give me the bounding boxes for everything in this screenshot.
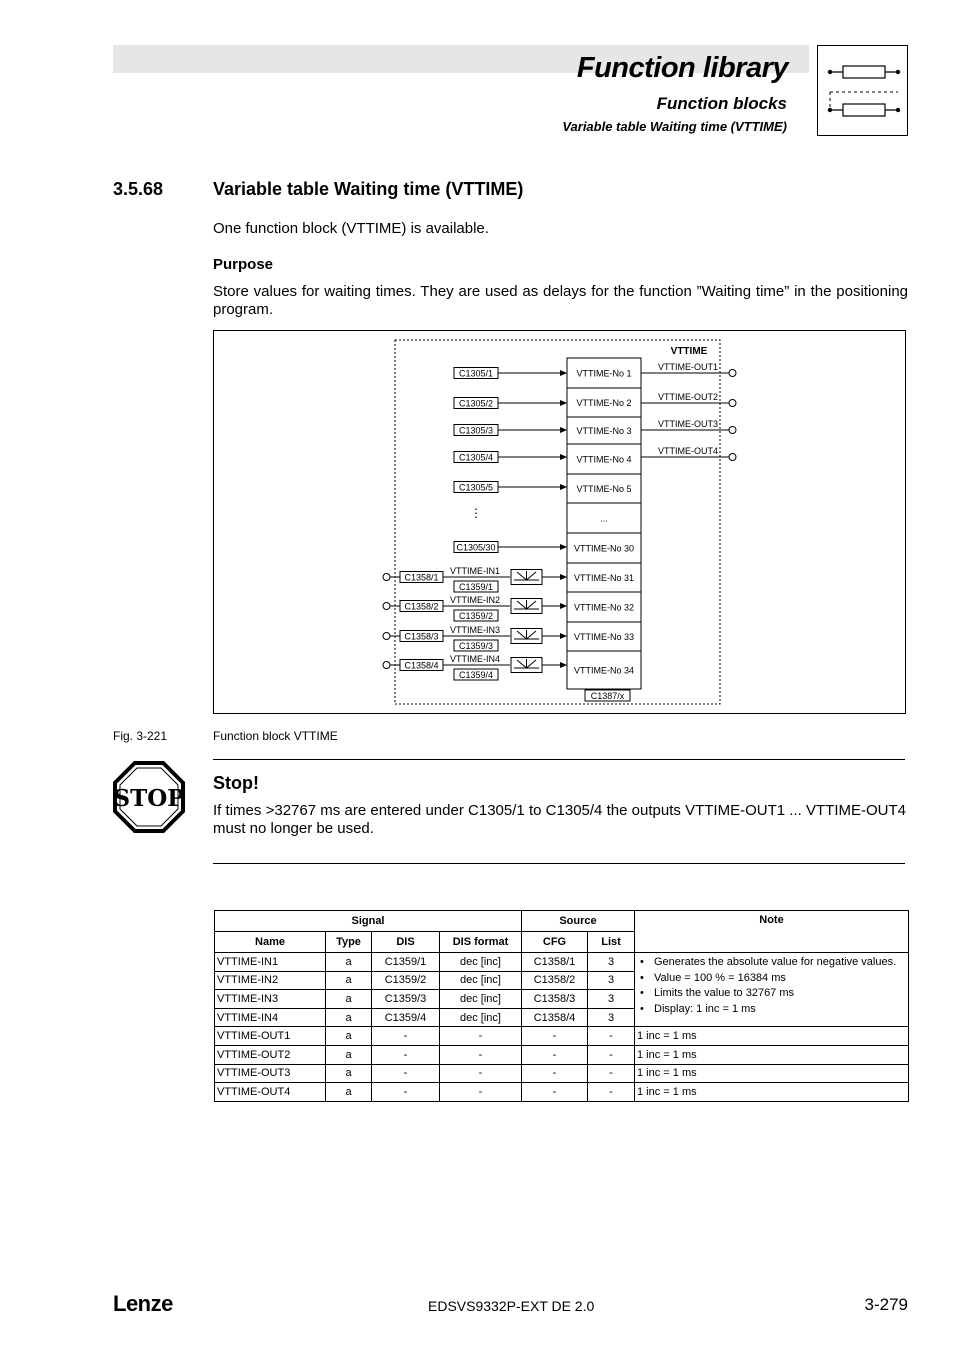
param-c1305: C1305/4: [458, 452, 494, 463]
param-c1305: C1305/1: [458, 368, 494, 379]
param-c1359: C1359/3: [458, 641, 494, 651]
input-terminal-icon: [383, 603, 390, 610]
cell-cfg: C1358/1: [522, 953, 588, 972]
cell-type: a: [326, 1083, 372, 1102]
col-type: Type: [326, 932, 372, 953]
note-item: • Display: 1 inc = 1 ms: [638, 1002, 905, 1018]
output-terminal-icon: [729, 400, 736, 407]
cell-name: VTTIME-OUT1: [215, 1027, 326, 1046]
page-title: Function library: [576, 52, 788, 84]
cell-list: 3: [588, 1008, 635, 1027]
input-label: VTTIME-IN2: [449, 595, 501, 605]
cell-list: 3: [588, 971, 635, 990]
cell-fmt: -: [440, 1064, 522, 1083]
output-terminal-icon: [729, 454, 736, 461]
stop-text: If times >32767 ms are entered under C1305/1 to C1305/4 the outputs VTTIME-OUT1 ... VTTIME-OUT4 must no longer be used.: [213, 802, 906, 837]
output-terminal-icon: [729, 427, 736, 434]
col-list: List: [588, 932, 635, 953]
stop-heading: Stop!: [213, 773, 259, 793]
page-subtitle: Function blocks: [656, 94, 787, 113]
figure-number: Fig. 3-221: [113, 729, 168, 743]
param-c1358: C1358/3: [404, 631, 439, 642]
stop-sign-icon: [112, 760, 186, 834]
input-label: VTTIME-IN4: [449, 654, 501, 664]
table-row: [215, 953, 909, 972]
intro-text: One function block (VTTIME) is available.: [213, 220, 489, 237]
col-dis: DIS: [372, 932, 440, 953]
cell-fmt: -: [440, 1083, 522, 1102]
output-terminal-icon: [729, 370, 736, 377]
vertical-ellipsis: ⋮: [470, 506, 482, 520]
cell-dis: -: [372, 1027, 440, 1046]
note-item: • Limits the value to 32767 ms: [638, 986, 905, 1002]
cell-type: a: [326, 1008, 372, 1027]
cell-name: VTTIME-OUT3: [215, 1064, 326, 1083]
param-c1305: C1305/2: [458, 398, 494, 409]
cell-name: VTTIME-IN1: [215, 953, 326, 972]
stop-rule-bottom: [213, 863, 905, 864]
cell-list: -: [588, 1027, 635, 1046]
cell-fmt: -: [440, 1027, 522, 1046]
cell-dis: -: [372, 1083, 440, 1102]
input-terminal-icon: [383, 662, 390, 669]
output-label: VTTIME-OUT3: [658, 419, 718, 429]
vttime-cell: VTTIME-No 34: [573, 665, 635, 676]
cell-name: VTTIME-IN3: [215, 990, 326, 1009]
section-number: 3.5.68: [113, 179, 164, 199]
cell-type: a: [326, 1027, 372, 1046]
param-c1305: C1305/3: [458, 425, 494, 436]
group-source: Source: [522, 911, 635, 932]
section-title: Variable table Waiting time (VTTIME): [213, 179, 524, 199]
cell-list: -: [588, 1064, 635, 1083]
cell-fmt: dec [inc]: [440, 990, 522, 1009]
page-number: 3-279: [864, 1295, 908, 1314]
output-label: VTTIME-OUT4: [658, 446, 718, 456]
vttime-cell: VTTIME-No 32: [573, 602, 635, 613]
cell-dis: C1359/4: [372, 1008, 440, 1027]
param-c1358: C1358/1: [404, 572, 439, 583]
cell-cfg: -: [522, 1045, 588, 1064]
cell-note: 1 inc = 1 ms: [635, 1045, 909, 1064]
stop-rule-top: [213, 759, 905, 760]
cell-dis: -: [372, 1045, 440, 1064]
vttime-cell: VTTIME-No 4: [576, 454, 632, 465]
in-notes: [635, 953, 909, 1027]
block-name: VTTIME: [670, 346, 708, 357]
cell-fmt: dec [inc]: [440, 971, 522, 990]
param-c1358: C1358/2: [404, 601, 439, 612]
document-code: EDSVS9332P-EXT DE 2.0: [428, 1298, 595, 1314]
cell-fmt: -: [440, 1045, 522, 1064]
cell-type: a: [326, 990, 372, 1009]
vttime-cell: VTTIME-No 1: [576, 368, 632, 379]
col-cfg: CFG: [522, 932, 588, 953]
cell-name: VTTIME-IN2: [215, 971, 326, 990]
cell-type: a: [326, 953, 372, 972]
input-terminal-icon: [383, 574, 390, 581]
table-row: [215, 1064, 909, 1083]
cell-list: -: [588, 1045, 635, 1064]
group-signal: Signal: [215, 911, 522, 932]
cell-dis: -: [372, 1064, 440, 1083]
cell-name: VTTIME-IN4: [215, 1008, 326, 1027]
cell-name: VTTIME-OUT4: [215, 1083, 326, 1102]
cell-cfg: C1358/2: [522, 971, 588, 990]
purpose-text: Store values for waiting times. They are used as delays for the function ”Waiting time” in the positioning program.: [213, 283, 908, 318]
vttime-cell: VTTIME-No 2: [576, 398, 632, 408]
col-name: Name: [215, 932, 326, 953]
function-block-icon: [817, 45, 908, 136]
page-section-label: Variable table Waiting time (VTTIME): [562, 119, 787, 134]
vttime-cell: VTTIME-No 5: [576, 484, 632, 494]
cell-cfg: C1358/3: [522, 990, 588, 1009]
cell-dis: C1359/1: [372, 953, 440, 972]
cell-note: 1 inc = 1 ms: [635, 1064, 909, 1083]
cell-fmt: dec [inc]: [440, 953, 522, 972]
stop-sign-text: STOP: [113, 785, 185, 812]
cell-cfg: -: [522, 1083, 588, 1102]
input-terminal-icon: [383, 633, 390, 640]
cell-type: a: [326, 1064, 372, 1083]
vttime-cell: VTTIME-No 30: [573, 543, 635, 554]
param-c1358: C1358/4: [404, 660, 439, 671]
vttime-diagram: [213, 330, 906, 714]
cell-list: 3: [588, 990, 635, 1009]
param-c1359: C1359/2: [458, 611, 494, 621]
cell-cfg: -: [522, 1064, 588, 1083]
cell-note: 1 inc = 1 ms: [635, 1027, 909, 1046]
cell-fmt: dec [inc]: [440, 1008, 522, 1027]
cell-dis: C1359/2: [372, 971, 440, 990]
input-label: VTTIME-IN3: [449, 625, 501, 635]
input-label: VTTIME-IN1: [449, 566, 501, 576]
output-label: VTTIME-OUT1: [658, 362, 718, 372]
cell-type: a: [326, 971, 372, 990]
param-c1387: C1387/x: [590, 691, 625, 701]
output-label: VTTIME-OUT2: [658, 392, 718, 402]
cell-name: VTTIME-OUT2: [215, 1045, 326, 1064]
vttime-cell: ...: [600, 513, 608, 524]
vttime-cell: VTTIME-No 3: [576, 426, 632, 436]
param-c1305: C1305/30: [456, 542, 496, 553]
cell-dis: C1359/3: [372, 990, 440, 1009]
vttime-cell: VTTIME-No 33: [573, 632, 635, 642]
purpose-heading: Purpose: [213, 256, 274, 273]
param-c1305: C1305/5: [458, 482, 494, 493]
table-row: [215, 1027, 909, 1046]
lenze-logo: Lenze: [113, 1291, 173, 1316]
param-c1359: C1359/1: [458, 582, 494, 592]
signal-table: [214, 910, 909, 1102]
figure-caption: Function block VTTIME: [213, 729, 338, 743]
note-item: • Generates the absolute value for negative values.: [638, 955, 905, 971]
table-row: [215, 1083, 909, 1102]
vttime-cell: VTTIME-No 31: [573, 573, 635, 583]
table-row: [215, 1045, 909, 1064]
cell-list: -: [588, 1083, 635, 1102]
cell-cfg: -: [522, 1027, 588, 1046]
note-item: • Value = 100 % = 16384 ms: [638, 971, 905, 987]
cell-list: 3: [588, 953, 635, 972]
cell-note: 1 inc = 1 ms: [635, 1083, 909, 1102]
cell-type: a: [326, 1045, 372, 1064]
group-note: Note: [635, 911, 909, 953]
col-dis-format: DIS format: [440, 932, 522, 953]
cell-cfg: C1358/4: [522, 1008, 588, 1027]
param-c1359: C1359/4: [458, 670, 494, 680]
